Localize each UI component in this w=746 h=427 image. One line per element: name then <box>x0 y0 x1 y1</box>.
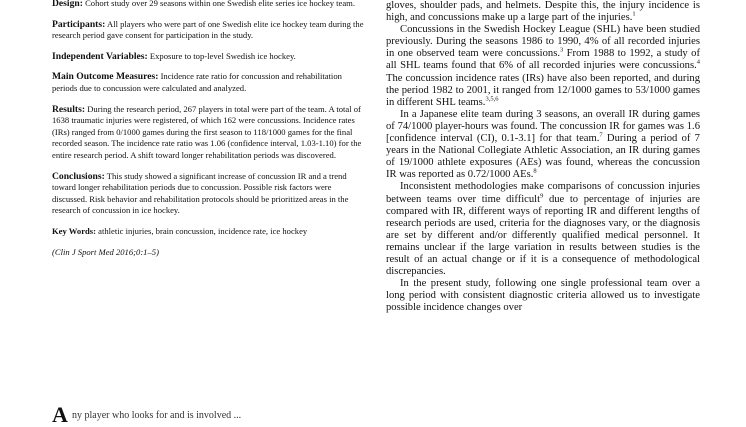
body-text: During a period of 7 years in the National Collegiate Athletic Association, an IR during games of 19/1000 athlete exposures (AEs) was found, whereas the concussion IR was reported as 0.72/1000 AEs. <box>386 133 700 181</box>
abstract-participants <box>52 19 364 42</box>
body-text: due to percentage of injuries are compared with IR, different ways of reporting IR and different lengths of research periods are used, criteria for the diagnoses vary, or the diagnosis are set by different and/or differently qualified medical personnel. It remains unclear if the large variation in results between studies is the result of an actual change or if it is a consequence of methodological discrepancies. <box>386 193 700 278</box>
body-text: gloves, shoulder pads, and helmets. Despite this, the injury incidence is high, and concussions make up a large part of the injuries. <box>386 0 700 24</box>
body-text: The concussion incidence rates (IRs) have also been reported, and during the period 1982 to 2001, it ranged from 12/1000 games to 53/1000 games in different SHL teams. <box>386 72 700 108</box>
body-text: In the present study, following one single professional team over a long period with consistent diagnostic criteria allowed us to investigate possible incidence changes over <box>386 278 700 314</box>
reference-marker: 3,5,6 <box>485 95 499 103</box>
reference-marker: 4 <box>696 58 700 66</box>
body-paragraph <box>386 278 700 314</box>
abstract-design <box>52 0 364 10</box>
body-text: Concussions in the Swedish Hockey League (SHL) have been studied previously. During the seasons 1986 to 1990, 4% of all recorded injuries in one observed team were concussions. <box>386 24 700 60</box>
reference-marker: 1 <box>632 10 636 18</box>
section-text: This study showed a significant increase of concussion IR and a trend toward longer rehabilitation periods due to concussion. Possible risk factors were discussed. Risk behavior and rehabilitation protocols should be prioritized areas in the research of concussion in ice hockey. <box>52 170 349 216</box>
reference-marker: 9 <box>540 191 544 199</box>
body-column <box>386 0 700 314</box>
body-text: Inconsistent methodologies make comparisons of concussion injuries between teams over time difficult <box>386 181 700 205</box>
section-label: Main Outcome Measures: <box>52 71 159 83</box>
section-label: Participants: <box>52 18 106 30</box>
body-paragraph <box>386 109 700 182</box>
abstract-conclusions <box>52 171 364 217</box>
body-paragraph <box>386 181 700 278</box>
section-label: Conclusions: <box>52 170 105 182</box>
body-paragraph <box>386 0 700 24</box>
drop-cap: A <box>52 402 68 427</box>
reference-marker: 3 <box>559 46 564 54</box>
reference-marker: 8 <box>533 167 537 175</box>
reference-marker: 7 <box>599 131 603 139</box>
body-text: From 1988 to 1992, a study of all SHL teams found that 6% of all recorded injuries were concussions. <box>386 48 700 72</box>
section-text: During the research period, 267 players in total were part of the team. A total of 1638 traumatic injuries were registered, of which 162 were concussions. Incidence rates (IRs) ranged from 0/1000 games during the first season to 118/1000 games for the final recorded season. The incidence rate ratio was 1.06 (confidence interval, 1.03-1.10) for the entire research period. A shift toward longer rehabilitation periods was discovered. <box>52 103 362 160</box>
section-label: Results: <box>52 103 86 115</box>
body-text: In a Japanese elite team during 3 seasons, an overall IR during games of 74/1000 player-hours was found. The concussion IR for games was 1.6 [confidence interval (CI), 0.1-3.1] for that team. <box>386 108 700 145</box>
intro-first-line: ny player who looks for and is involved ... <box>72 410 242 421</box>
journal-citation: (Clin J Sport Med 2016;0:1–5) <box>52 246 159 257</box>
section-text: Incidence rate ratio for concussion and rehabilitation periods due to concussion were calculated and analyzed. <box>52 71 342 93</box>
abstract-outcome-measures <box>52 71 364 94</box>
abstract-results <box>52 104 364 162</box>
section-text: Exposure to top-level Swedish ice hockey. <box>149 50 296 61</box>
section-text: Cohort study over 29 seasons within one Swedish elite series ice hockey team. <box>85 0 356 8</box>
section-text: All players who were part of one Swedish elite ice hockey team during the research period gave consent for participation in the study. <box>52 18 364 41</box>
body-paragraph <box>386 24 700 109</box>
abstract-column <box>52 0 364 267</box>
abstract-independent-variables <box>52 51 364 63</box>
section-label: Independent Variables: <box>52 50 148 62</box>
section-label: Design: <box>52 0 83 9</box>
keywords-label: Key Words: <box>52 225 97 236</box>
keywords-text: athletic injuries, brain concussion, incidence rate, ice hockey <box>98 225 308 236</box>
keywords <box>52 226 364 238</box>
